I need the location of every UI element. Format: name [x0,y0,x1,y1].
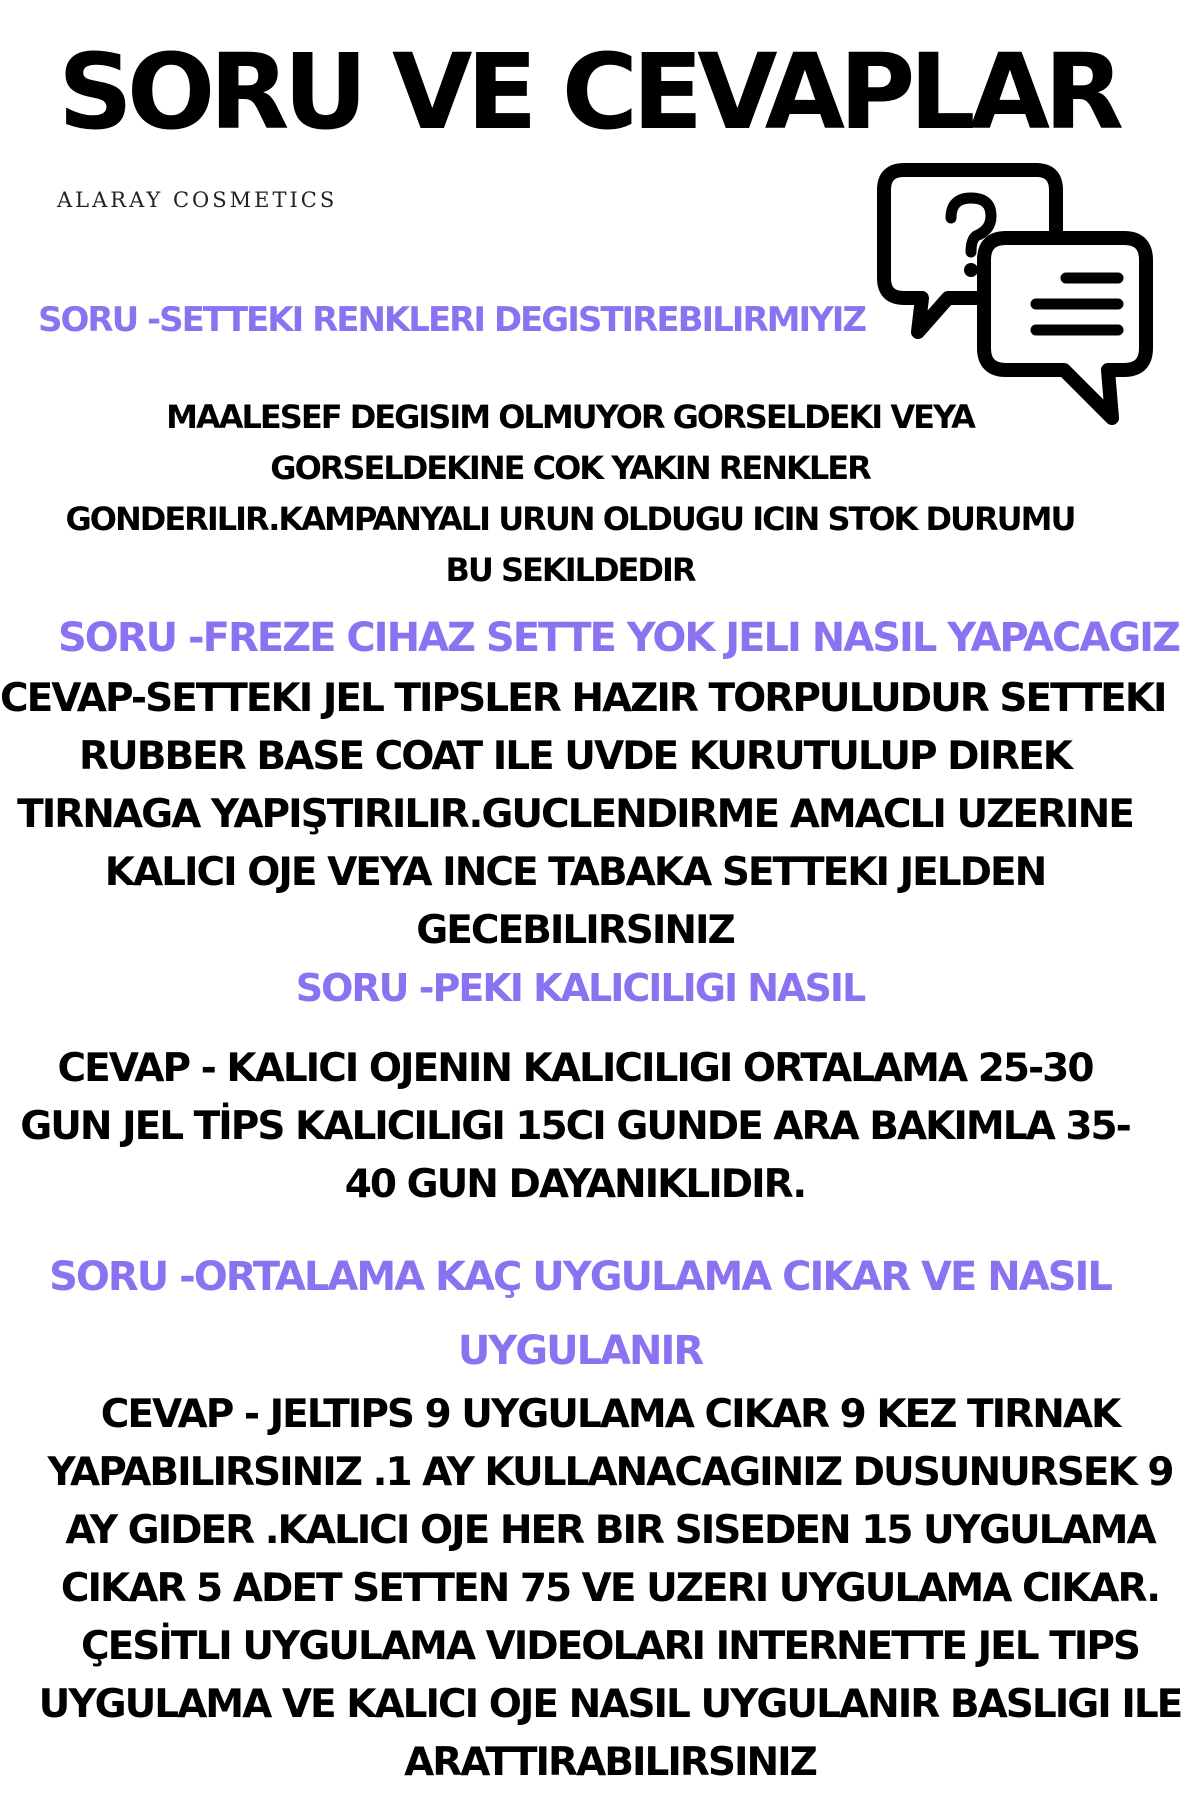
answer-4-line: YAPABILIRSINIZ .1 AY KULLANACAGINIZ DUSUNURSEK 9 [47,1450,1173,1495]
question-2 [58,610,1179,666]
answer-4-line: CIKAR 5 ADET SETTEN 75 VE UZERI UYGULAMA CIKAR. [60,1566,1160,1611]
answer-2-line: GECEBILIRSINIZ [416,908,734,953]
answer-4-line: AY GIDER .KALICI OJE HER BIR SISEDEN 15 UYGULAMA [65,1508,1155,1553]
answer-1-line: MAALESEF DEGISIM OLMUYOR GORSELDEKI VEYA [166,398,974,436]
answer-1-line: GORSELDEKINE COK YAKIN RENKLER [270,449,870,487]
answer-4-line: UYGULAMA VE KALICI OJE NASIL UYGULANIR BASLIGI ILE [38,1682,1182,1727]
answer-4-line: ÇESİTLI UYGULAMA VIDEOLARI INTERNETTE JEL TIPS [80,1624,1139,1669]
question-4-line: SORU -ORTALAMA KAÇ UYGULAMA CIKAR VE NASIL [49,1254,1111,1300]
question-3 [0,960,1160,1016]
brand-name: ALARAY COSMETICS [57,188,338,212]
question-3-line: SORU -PEKI KALICILIGI NASIL [295,966,865,1010]
answer-2-line: RUBBER BASE COAT ILE UVDE KURUTULUP DIREK [79,734,1071,779]
answer-1 [0,392,1140,596]
answer-2-line: KALICI OJE VEYA INCE TABAKA SETTEKI JELDEN [104,850,1046,895]
answer-3-line: CEVAP - KALICI OJENIN KALICILIGI ORTALAMA 25-30 [57,1046,1093,1091]
answer-2-line: TIRNAGA YAPIŞTIRILIR.GUCLENDIRME AMACLI UZERINE [17,792,1133,837]
answer-4-line: CEVAP - JELTIPS 9 UYGULAMA CIKAR 9 KEZ TIRNAK [100,1392,1120,1437]
question-2-line: SORU -FREZE CIHAZ SETTE YOK JELI NASIL YAPACAGIZ [58,615,1180,661]
question-4-line: UYGULANIR [457,1328,703,1374]
answer-3-line: GUN JEL TİPS KALICILIGI 15CI GUNDE ARA BAKIMLA 35- [20,1104,1130,1149]
answer-4-line: ARATTIRABILIRSINIZ [404,1740,816,1785]
answer-3-line: 40 GUN DAYANIKLIDIR. [344,1162,806,1207]
answer-2-line: CEVAP-SETTEKI JEL TIPSLER HAZIR TORPULUDUR SETTEKI [0,676,1166,721]
answer-1-line: GONDERILIR.KAMPANYALI URUN OLDUGU ICIN STOK DURUMU [65,500,1075,538]
answer-4 [0,1386,1200,1792]
page-title: SORU VE CEVAPLAR [58,31,1119,153]
question-4 [0,1240,1160,1388]
answer-2 [0,670,1166,960]
answer-1-line: BU SEKILDEDIR [445,551,695,589]
answer-3 [0,1040,1150,1214]
question-1 [38,296,865,344]
question-1-line: SORU -SETTEKI RENKLERI DEGISTIREBILIRMIYIZ [38,300,866,340]
